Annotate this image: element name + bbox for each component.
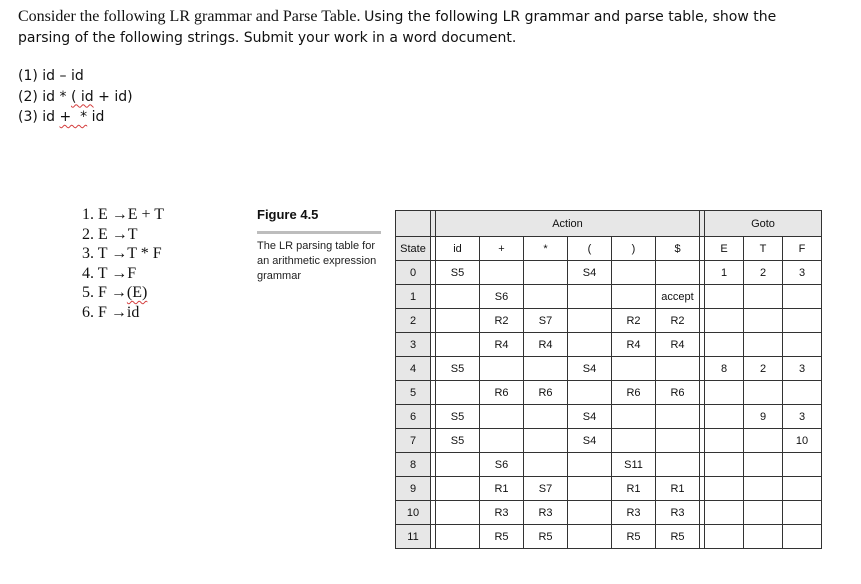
action-cell bbox=[480, 429, 524, 453]
table-row bbox=[396, 357, 822, 381]
table-row bbox=[396, 429, 822, 453]
goto-cell bbox=[705, 429, 744, 453]
goto-cell bbox=[705, 453, 744, 477]
goto-cell bbox=[744, 477, 783, 501]
goto-cell bbox=[783, 477, 822, 501]
action-cell: S7 bbox=[524, 477, 568, 501]
input-string: (3) id + * id bbox=[18, 109, 105, 125]
column-header: $ bbox=[656, 237, 700, 261]
goto-cell bbox=[744, 501, 783, 525]
goto-cell bbox=[744, 381, 783, 405]
input-string: (1) id – id bbox=[18, 68, 84, 84]
column-header: ( bbox=[568, 237, 612, 261]
table-group-header-row bbox=[396, 211, 822, 237]
state-cell: 1 bbox=[396, 285, 431, 309]
action-cell bbox=[436, 525, 480, 549]
goto-cell: 8 bbox=[705, 357, 744, 381]
action-cell bbox=[656, 405, 700, 429]
action-cell bbox=[524, 429, 568, 453]
action-cell: S5 bbox=[436, 429, 480, 453]
goto-cell bbox=[705, 405, 744, 429]
figure-rule-divider bbox=[257, 231, 381, 234]
action-cell bbox=[656, 429, 700, 453]
state-corner-cell bbox=[396, 211, 431, 237]
goto-cell bbox=[783, 525, 822, 549]
action-cell: R1 bbox=[480, 477, 524, 501]
action-cell bbox=[568, 501, 612, 525]
goto-cell: 9 bbox=[744, 405, 783, 429]
state-cell: 0 bbox=[396, 261, 431, 285]
action-cell: R3 bbox=[480, 501, 524, 525]
action-cell: S4 bbox=[568, 357, 612, 381]
state-cell: 2 bbox=[396, 309, 431, 333]
column-header: T bbox=[744, 237, 783, 261]
goto-cell bbox=[705, 501, 744, 525]
action-cell bbox=[436, 285, 480, 309]
state-cell: 9 bbox=[396, 477, 431, 501]
goto-cell bbox=[783, 453, 822, 477]
input-strings-list bbox=[18, 66, 133, 128]
action-cell bbox=[480, 357, 524, 381]
table-row bbox=[396, 309, 822, 333]
action-cell: S4 bbox=[568, 261, 612, 285]
table-row bbox=[396, 261, 822, 285]
column-header: id bbox=[436, 237, 480, 261]
grammar-rules bbox=[82, 205, 164, 322]
goto-cell bbox=[705, 477, 744, 501]
goto-cell bbox=[783, 285, 822, 309]
action-cell bbox=[436, 501, 480, 525]
goto-cell bbox=[744, 285, 783, 309]
grammar-rule: 5. F →(E) bbox=[82, 284, 148, 301]
action-cell bbox=[656, 261, 700, 285]
action-cell bbox=[568, 453, 612, 477]
action-cell bbox=[436, 309, 480, 333]
grammar-rule: 4. T →F bbox=[82, 264, 137, 282]
action-cell: R3 bbox=[524, 501, 568, 525]
goto-cell bbox=[744, 525, 783, 549]
action-cell: R6 bbox=[480, 381, 524, 405]
action-cell bbox=[568, 381, 612, 405]
action-cell: S6 bbox=[480, 285, 524, 309]
action-cell: S5 bbox=[436, 405, 480, 429]
goto-cell: 2 bbox=[744, 357, 783, 381]
grammar-rule: 2. E →T bbox=[82, 225, 138, 243]
state-cell: 7 bbox=[396, 429, 431, 453]
goto-cell bbox=[744, 429, 783, 453]
table-row bbox=[396, 453, 822, 477]
goto-cell bbox=[783, 333, 822, 357]
state-cell: 4 bbox=[396, 357, 431, 381]
action-cell: R1 bbox=[612, 477, 656, 501]
goto-cell bbox=[783, 309, 822, 333]
goto-cell: 2 bbox=[744, 261, 783, 285]
spellcheck-underline: ( id bbox=[70, 88, 94, 105]
action-cell: R4 bbox=[656, 333, 700, 357]
action-cell bbox=[436, 381, 480, 405]
action-cell bbox=[524, 357, 568, 381]
action-cell: R5 bbox=[612, 525, 656, 549]
lr-parse-table bbox=[395, 210, 822, 549]
state-cell: 8 bbox=[396, 453, 431, 477]
goto-cell: 3 bbox=[783, 357, 822, 381]
state-cell: 11 bbox=[396, 525, 431, 549]
action-cell: R1 bbox=[656, 477, 700, 501]
action-cell: R5 bbox=[480, 525, 524, 549]
action-cell bbox=[524, 261, 568, 285]
instructions-sans-text: Using the following LR grammar and parse table, show the parsing of the following strings. Submit your work in a word document. bbox=[18, 9, 777, 46]
goto-cell bbox=[705, 381, 744, 405]
goto-cell: 3 bbox=[783, 261, 822, 285]
goto-cell: 10 bbox=[783, 429, 822, 453]
spellcheck-underline: + * bbox=[59, 109, 88, 125]
action-cell: R6 bbox=[524, 381, 568, 405]
instructions-serif-text: Consider the following LR grammar and Parse Table. bbox=[18, 8, 361, 25]
table-row bbox=[396, 477, 822, 501]
table-row bbox=[396, 333, 822, 357]
action-cell: accept bbox=[656, 285, 700, 309]
column-header: * bbox=[524, 237, 568, 261]
goto-group-header: Goto bbox=[705, 211, 822, 237]
action-cell: R6 bbox=[612, 381, 656, 405]
figure-caption bbox=[257, 207, 381, 284]
action-group-header: Action bbox=[436, 211, 700, 237]
table-column-header-row bbox=[396, 237, 822, 261]
grammar-rule: 1. E →E + T bbox=[82, 206, 165, 223]
action-cell bbox=[612, 261, 656, 285]
action-cell bbox=[656, 453, 700, 477]
table-row bbox=[396, 285, 822, 309]
state-header: State bbox=[396, 237, 431, 261]
action-cell bbox=[612, 429, 656, 453]
action-cell: S5 bbox=[436, 261, 480, 285]
grammar-rule: 3. T →T * F bbox=[82, 245, 162, 262]
action-cell: S4 bbox=[568, 405, 612, 429]
action-cell bbox=[656, 357, 700, 381]
state-cell: 6 bbox=[396, 405, 431, 429]
goto-cell bbox=[705, 285, 744, 309]
action-cell: R5 bbox=[524, 525, 568, 549]
action-cell bbox=[568, 309, 612, 333]
action-cell: S11 bbox=[612, 453, 656, 477]
action-cell bbox=[524, 453, 568, 477]
assignment-instructions bbox=[18, 6, 818, 49]
column-header: E bbox=[705, 237, 744, 261]
action-cell bbox=[436, 453, 480, 477]
action-cell bbox=[568, 285, 612, 309]
action-cell: S7 bbox=[524, 309, 568, 333]
goto-cell bbox=[744, 309, 783, 333]
action-cell: R4 bbox=[480, 333, 524, 357]
table-row bbox=[396, 501, 822, 525]
state-cell: 10 bbox=[396, 501, 431, 525]
action-cell bbox=[436, 477, 480, 501]
action-cell bbox=[436, 333, 480, 357]
goto-cell bbox=[744, 453, 783, 477]
action-cell bbox=[480, 405, 524, 429]
column-header: + bbox=[480, 237, 524, 261]
action-cell: R2 bbox=[656, 309, 700, 333]
table-row bbox=[396, 381, 822, 405]
column-header: ) bbox=[612, 237, 656, 261]
action-cell: S4 bbox=[568, 429, 612, 453]
column-header: F bbox=[783, 237, 822, 261]
action-cell: R6 bbox=[656, 381, 700, 405]
action-cell: R5 bbox=[656, 525, 700, 549]
goto-cell bbox=[705, 309, 744, 333]
goto-cell: 1 bbox=[705, 261, 744, 285]
input-string: (2) id * ( id + id) bbox=[18, 88, 133, 105]
state-cell: 3 bbox=[396, 333, 431, 357]
action-cell bbox=[568, 525, 612, 549]
goto-cell bbox=[744, 333, 783, 357]
action-cell: R2 bbox=[612, 309, 656, 333]
goto-cell bbox=[783, 381, 822, 405]
action-cell: R4 bbox=[524, 333, 568, 357]
goto-cell bbox=[705, 333, 744, 357]
figure-caption-text: The LR parsing table for an arithmetic expression grammar bbox=[257, 240, 377, 282]
action-cell: R3 bbox=[656, 501, 700, 525]
goto-cell: 3 bbox=[783, 405, 822, 429]
action-cell: R2 bbox=[480, 309, 524, 333]
action-cell bbox=[612, 285, 656, 309]
table-row bbox=[396, 405, 822, 429]
figure-label: Figure 4.5 bbox=[257, 207, 319, 222]
action-cell bbox=[524, 285, 568, 309]
action-cell bbox=[524, 405, 568, 429]
action-cell: S6 bbox=[480, 453, 524, 477]
action-cell: R3 bbox=[612, 501, 656, 525]
goto-cell bbox=[705, 525, 744, 549]
action-cell: R4 bbox=[612, 333, 656, 357]
action-cell bbox=[568, 477, 612, 501]
goto-cell bbox=[783, 501, 822, 525]
state-cell: 5 bbox=[396, 381, 431, 405]
action-cell bbox=[480, 261, 524, 285]
grammar-rule: 6. F →id bbox=[82, 303, 140, 321]
action-cell bbox=[612, 357, 656, 381]
action-cell bbox=[612, 405, 656, 429]
action-cell bbox=[568, 333, 612, 357]
table-row bbox=[396, 525, 822, 549]
action-cell: S5 bbox=[436, 357, 480, 381]
